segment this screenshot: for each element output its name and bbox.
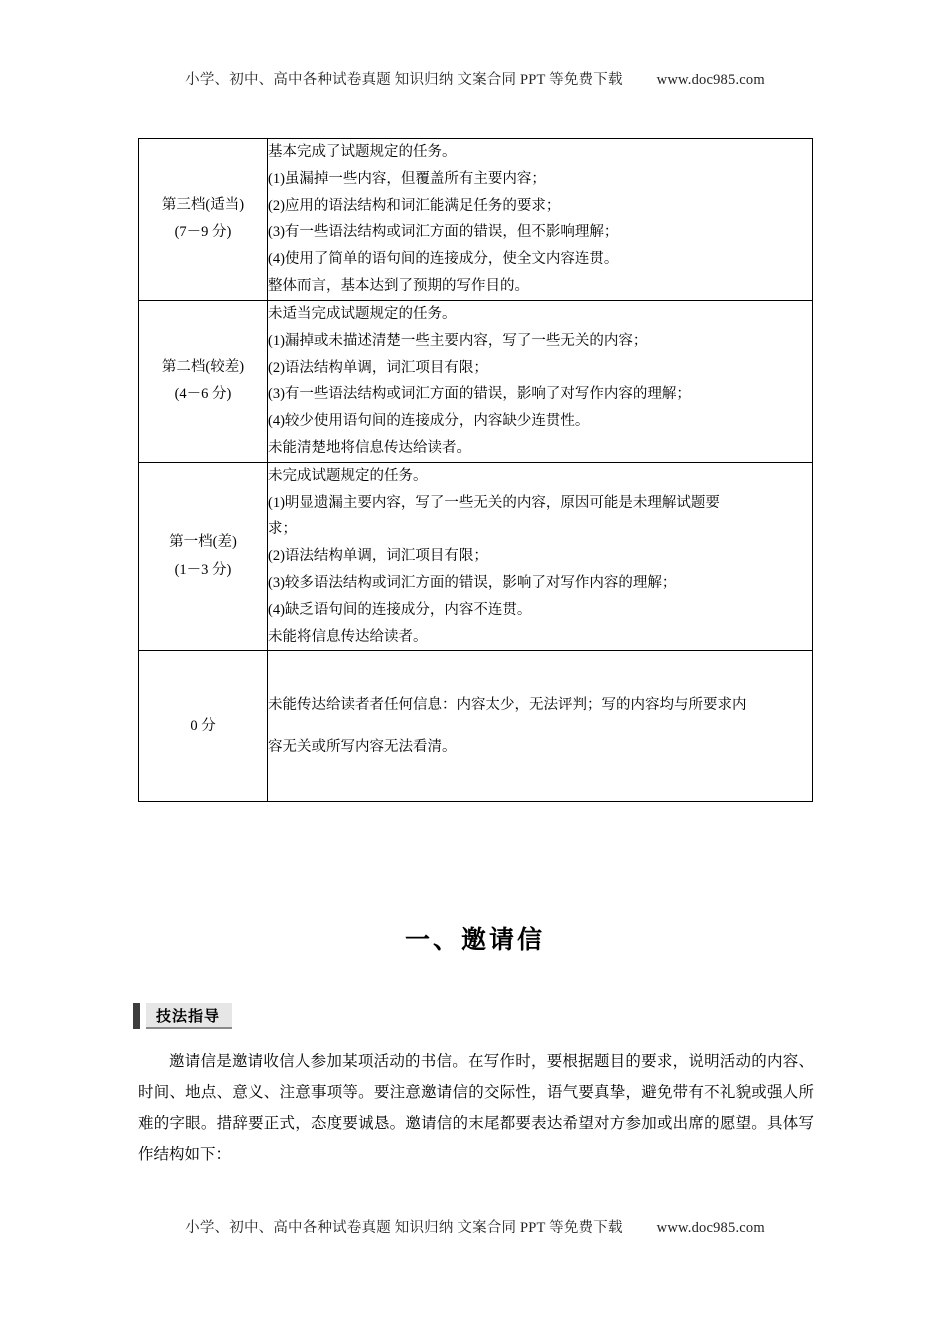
rubric-line: 未能清楚地将信息传达给读者。 — [268, 439, 471, 456]
rubric-level-title: 第二档(较差) — [161, 358, 245, 375]
rubric-line: 基本完成了试题规定的任务。 — [268, 144, 457, 160]
rubric-level-title: 第三档(适当) — [161, 196, 245, 213]
rubric-description-cell — [268, 300, 813, 462]
rubric-line: (1)漏掉或未描述清楚一些主要内容，写了一些无关的内容； — [268, 332, 648, 349]
scoring-rubric-table — [138, 138, 813, 802]
rubric-line: 整体而言，基本达到了预期的写作目的。 — [268, 278, 529, 295]
rubric-line: 容无关或所写内容无法看清。 — [268, 738, 457, 755]
rubric-level-title: 第一档(差) — [169, 534, 237, 551]
rubric-line: (3)有一些语法结构或词汇方面的错误，但不影响理解； — [268, 224, 619, 241]
rubric-line: (4)使用了简单的语句间的连接成分，使全文内容连贯。 — [268, 251, 619, 268]
rubric-line: 求； — [268, 521, 297, 538]
footer-site-url: www.doc985.com — [656, 1220, 765, 1236]
rubric-line: (4)缺乏语句间的连接成分，内容不连贯。 — [268, 601, 532, 618]
header-note-text: 小学、初中、高中各种试卷真题 知识归纳 文案合同 PPT 等免费下载 — [185, 72, 623, 88]
footer-note-text: 小学、初中、高中各种试卷真题 知识归纳 文案合同 PPT 等免费下载 — [185, 1220, 623, 1236]
rubric-level-score: (4－6 分) — [174, 386, 232, 403]
tag-label: 技法指导 — [146, 1003, 232, 1029]
rubric-line: (4)较少使用语句间的连接成分，内容缺少连贯性。 — [268, 413, 590, 430]
rubric-line: (2)语法结构单调，词汇项目有限； — [268, 359, 488, 376]
table-row — [139, 139, 813, 301]
rubric-level-score: (7－9 分) — [174, 224, 232, 241]
header-site-url: www.doc985.com — [656, 72, 765, 88]
rubric-line: (3)有一些语法结构或词汇方面的错误，影响了对写作内容的理解； — [268, 386, 691, 403]
rubric-description-cell — [268, 651, 813, 802]
table-row — [139, 462, 813, 651]
section-tag — [133, 1003, 232, 1029]
rubric-level-cell — [139, 651, 268, 802]
page-title: 一、邀请信 — [404, 927, 545, 954]
rubric-line: 未适当完成试题规定的任务。 — [268, 305, 457, 322]
rubric-line: 未完成试题规定的任务。 — [268, 467, 428, 484]
page-header-note — [0, 68, 950, 89]
rubric-level-cell — [139, 139, 268, 301]
section-paragraph: 邀请信是邀请收信人参加某项活动的书信。在写作时，要根据题目的要求，说明活动的内容、时间、地点、意义、注意事项等。要注意邀请信的交际性，语气要真挚，避免带有不礼貌或强人所难的字眼。措辞要正式，态度要诚恳。邀请信的末尾都要表达希望对方参加或出席的愿望。具体写作结构如下： — [138, 1053, 814, 1163]
rubric-level-title: 0 分 — [190, 717, 216, 734]
tag-accent-bar — [133, 1003, 140, 1029]
rubric-line: (3)较多语法结构或词汇方面的错误，影响了对写作内容的理解； — [268, 575, 677, 591]
rubric-line: (2)语法结构单调，词汇项目有限； — [268, 548, 488, 565]
rubric-description-cell — [268, 139, 813, 301]
rubric-level-cell — [139, 462, 268, 651]
rubric-line: (2)应用的语法结构和词汇能满足任务的要求； — [268, 197, 561, 214]
rubric-description-cell — [268, 462, 813, 651]
rubric-line: (1)虽漏掉一些内容，但覆盖所有主要内容； — [268, 170, 546, 187]
table-row — [139, 300, 813, 462]
page-footer-note — [0, 1216, 950, 1237]
rubric-line: 未能传达给读者者任何信息：内容太少，无法评判；写的内容均与所要求内 — [268, 696, 747, 713]
rubric-level-score: (1－3 分) — [174, 561, 232, 578]
rubric-level-cell — [139, 300, 268, 462]
rubric-line: (1)明显遗漏主要内容，写了一些无关的内容，原因可能是未理解试题要 — [268, 494, 720, 511]
rubric-line: 未能将信息传达给读者。 — [268, 628, 428, 645]
table-row — [139, 651, 813, 802]
